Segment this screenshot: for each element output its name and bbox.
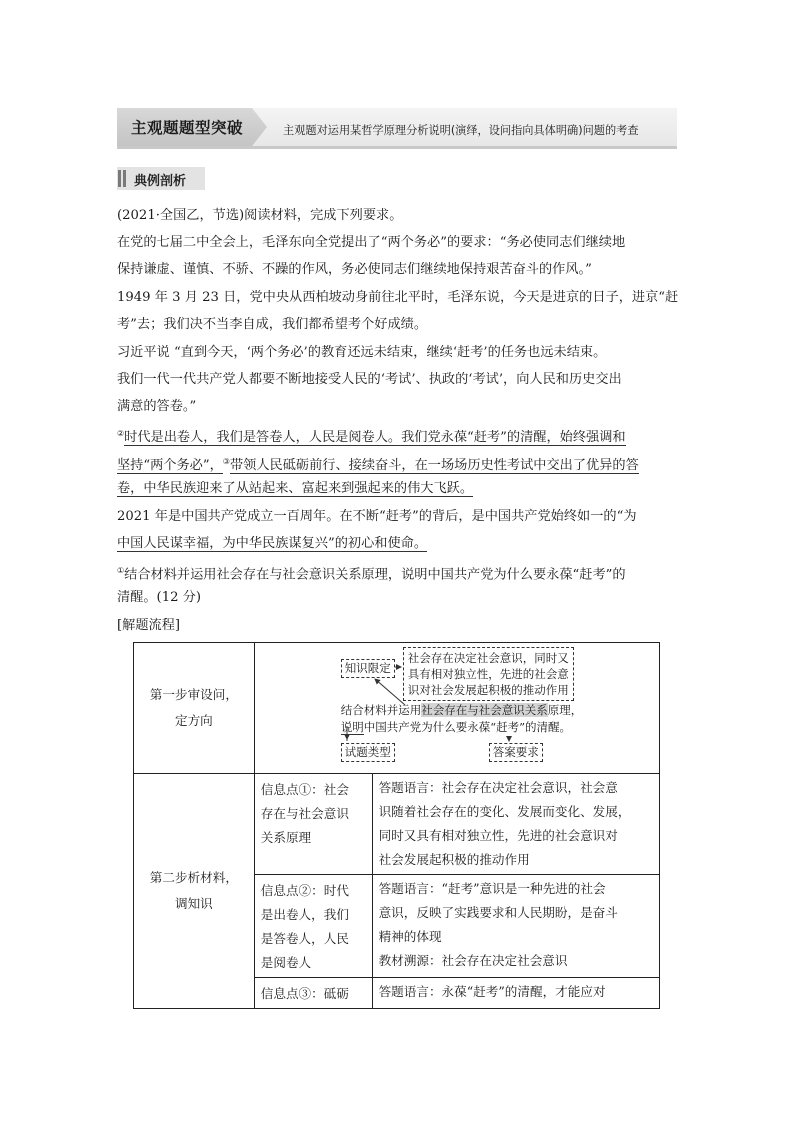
info-point-cell: 信息点③：砥砺 (254, 978, 372, 1009)
material-line (117, 480, 473, 498)
banner-subtitle: 主观题对运用某哲学原理分析说明(演绎，设问指向具体明确)问题的考查 (283, 124, 639, 137)
material-line: 2021 年是中国共产党成立一百周年。在不断“赶考”的背后，是中国共产党始终如一的“为 (117, 509, 637, 524)
underlined-text: 卷，中华民族迎来了从站起来、富起来到强起来的伟大飞跃。 (117, 481, 474, 496)
material-line (117, 535, 427, 553)
marker-3: ③ (222, 457, 230, 466)
underlined-text: 中国人民谋幸福，为中华民族谋复兴”的初心和使命。 (117, 536, 428, 551)
question-line: 清醒。(12 分) (117, 590, 202, 605)
underlined-text: 坚持“两个务必”， (117, 458, 223, 474)
material-line: 1949 年 3 月 23 日，党中央从西柏坡动身前往北平时，毛泽东说，今天是进京的日子，进京“赶 (117, 290, 679, 305)
material-line: 习近平说 “直到今天，‘两个务必’的教育还远未结束，继续‘赶考’的任务也远未结束。 (117, 345, 607, 360)
marker-2: ② (117, 429, 125, 438)
answer-cell: 答题语言：“赶考”意识是一种先进的社会 意识，反映了实践要求和人民期盼，是奋斗 精神的体现 教材溯源：社会存在决定社会意识 (372, 875, 659, 978)
question-source: (2021·全国乙，节选)阅读材料，完成下列要求。 (117, 208, 403, 223)
knowledge-content-box: 社会存在决定社会意识，同时又 具有相对独立性，先进的社会意 识对社会发展起积极的推动作用 (403, 647, 574, 701)
material-line: 考”去；我们决不当李自成，我们都希望考个好成绩。 (117, 317, 428, 332)
section-label: 典例剖析 (134, 174, 187, 189)
material-line (117, 453, 639, 474)
solution-flow-label: [解题流程] (117, 618, 181, 633)
material-line (117, 425, 626, 446)
underlined-text: 时代是出卷人，我们是答卷人，人民是阅卷人。我们党永葆“赶考”的清醒，始终强调和 (124, 430, 626, 446)
info-point-cell: 信息点①：社会 存在与社会意识 关系原理 (254, 774, 372, 875)
section-tag-bar (123, 170, 126, 187)
question-line: ①结合材料并运用社会存在与社会意识关系原理，说明中国共产党为什么要永葆“赶考”的 (117, 566, 626, 583)
table-row (134, 774, 660, 875)
highlighted-knowledge: 社会存在与社会意识关系 (421, 703, 548, 717)
question-prompt: 结合材料并运用社会存在与社会意识关系原理， (340, 703, 583, 717)
diagram-cell (254, 643, 659, 774)
material-line: 我们一代一代共产党人都要不断地接受人民的‘考试’、执政的‘考试’，向人民和历史交出 (117, 372, 622, 387)
marker-1: ① (117, 566, 125, 575)
question-type-box: 试题类型 (341, 743, 395, 762)
table-row (134, 643, 660, 774)
answer-requirement-box: 答案要求 (489, 743, 543, 762)
underlined-text: 带领人民砥砺前行、接续奋斗，在一场场历史性考试中交出了优异的答 (229, 458, 639, 474)
question-prompt: 说明中国共产党为什么要永葆“赶考”的清醒。 (340, 720, 572, 734)
analysis-diagram (255, 643, 659, 773)
info-point-cell: 信息点②：时代 是出卷人，我们 是答卷人，人民 是阅卷人 (254, 875, 372, 978)
banner-title: 主观题题型突破 (131, 119, 244, 137)
answer-cell: 答题语言：永葆“赶考”的清醒，才能应对 (372, 978, 659, 1009)
material-line: 保持谦虚、谨慎、不骄、不躁的作风，务必使同志们继续地保持艰苦奋斗的作风。” (117, 262, 592, 277)
step-cell: 第二步析材料， 调知识 (134, 774, 255, 1009)
answer-cell: 答题语言：社会存在决定社会意识，社会意 识随着社会存在的变化、发展而变化、发展， 同时又具有相对独立性，先进的社会意识对 社会发展起积极的推动作用 (372, 774, 659, 875)
knowledge-limit-box: 知识限定 (341, 659, 395, 678)
section-tag-bar (118, 170, 121, 187)
step-cell: 第一步审设问， 定方向 (134, 643, 255, 774)
material-line: 满意的答卷。” (117, 399, 197, 414)
material-line: 在党的七届二中全会上，毛泽东向全党提出了“两个务必”的要求：“务必使同志们继续地 (117, 235, 626, 250)
solution-flow-table (133, 642, 660, 1009)
